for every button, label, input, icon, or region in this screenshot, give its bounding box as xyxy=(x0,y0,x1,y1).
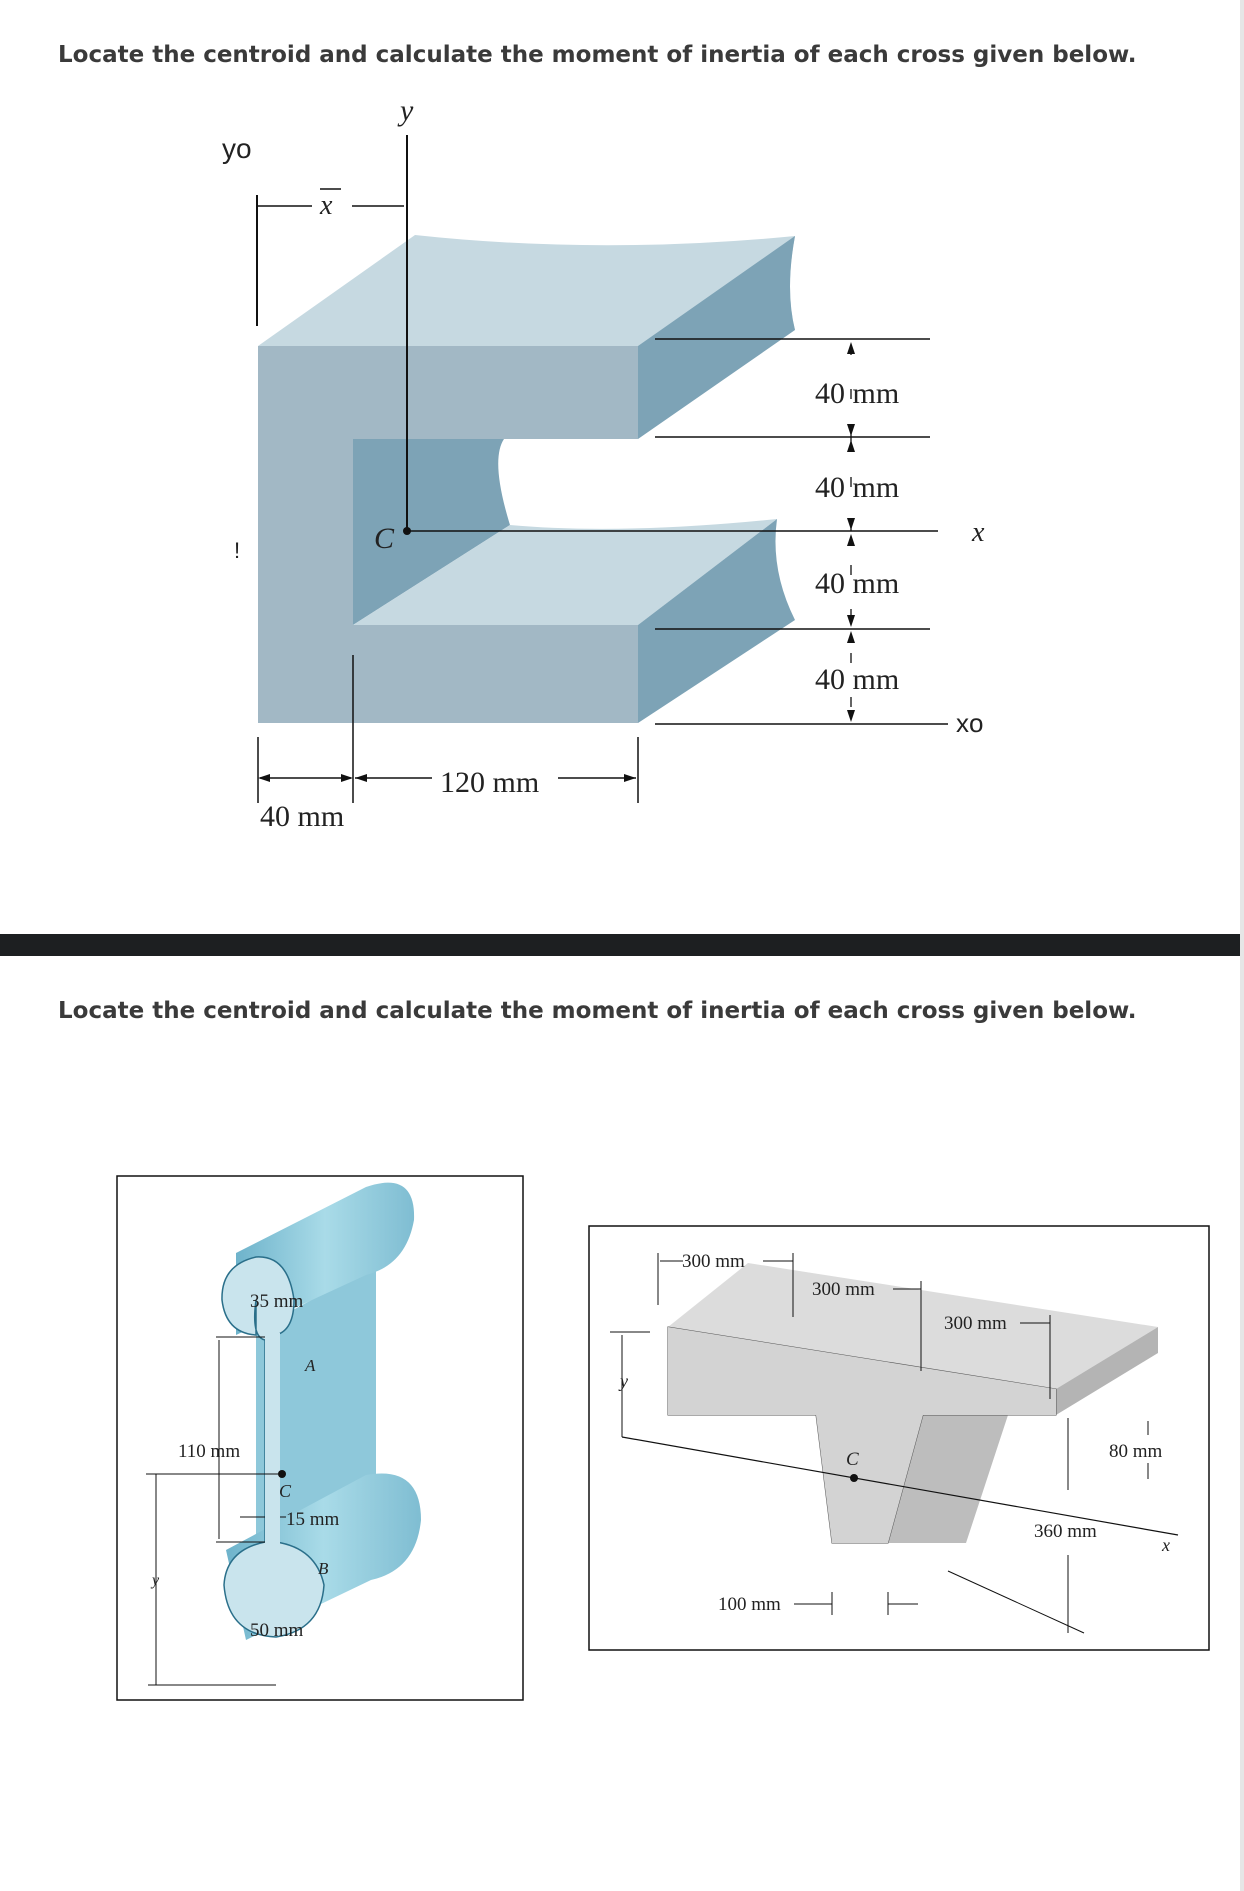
channel-figure xyxy=(0,0,1244,930)
y-origin-label: yo xyxy=(222,133,252,164)
point-a-label: A xyxy=(305,1356,316,1375)
page-edge xyxy=(1240,0,1244,1891)
dim-40mm-flange: 40 mm xyxy=(260,800,345,833)
centroid-label: C xyxy=(374,522,395,555)
dumbbell-figure xyxy=(116,1175,524,1701)
dim-50mm: 50 mm xyxy=(250,1620,304,1641)
tbeam-figure xyxy=(588,1225,1210,1651)
centroid-label-3: C xyxy=(846,1449,859,1470)
centroid-label-2: C xyxy=(279,1481,292,1501)
dim-35mm: 35 mm xyxy=(250,1291,304,1312)
dim-80mm: 80 mm xyxy=(1109,1441,1163,1462)
question-2: Locate the centroid and calculate the moment of inertia of each cross given below. xyxy=(58,998,1137,1024)
question-1: Locate the centroid and calculate the moment of inertia of each cross given below. xyxy=(58,42,1137,68)
stray-mark: ! xyxy=(234,538,241,563)
point-b-label: B xyxy=(318,1559,329,1578)
xbar-label: x xyxy=(320,190,333,221)
x-axis-label-3: x xyxy=(1162,1535,1170,1555)
dim-120mm: 120 mm xyxy=(440,766,540,799)
ybar-label-2: y xyxy=(152,1572,160,1589)
dim-15mm: 15 mm xyxy=(286,1509,340,1530)
x-origin-label: xo xyxy=(956,708,984,738)
x-axis-label: x xyxy=(972,517,985,548)
section-divider xyxy=(0,934,1244,956)
dim-300mm-3: 300 mm xyxy=(944,1313,1007,1334)
y-axis-label: y xyxy=(400,94,414,127)
dim-40mm-1: 40 mm xyxy=(815,377,900,410)
dim-40mm-3: 40 mm xyxy=(815,567,900,600)
dim-110mm: 110 mm xyxy=(178,1441,241,1462)
dim-40mm-4: 40 mm xyxy=(815,663,900,696)
dim-100mm: 100 mm xyxy=(718,1594,781,1615)
ybar-label-3: y xyxy=(620,1371,628,1391)
dim-300mm-2: 300 mm xyxy=(812,1279,875,1300)
dim-360mm: 360 mm xyxy=(1034,1521,1097,1542)
dim-40mm-2: 40 mm xyxy=(815,471,900,504)
dim-300mm-1: 300 mm xyxy=(682,1251,745,1272)
